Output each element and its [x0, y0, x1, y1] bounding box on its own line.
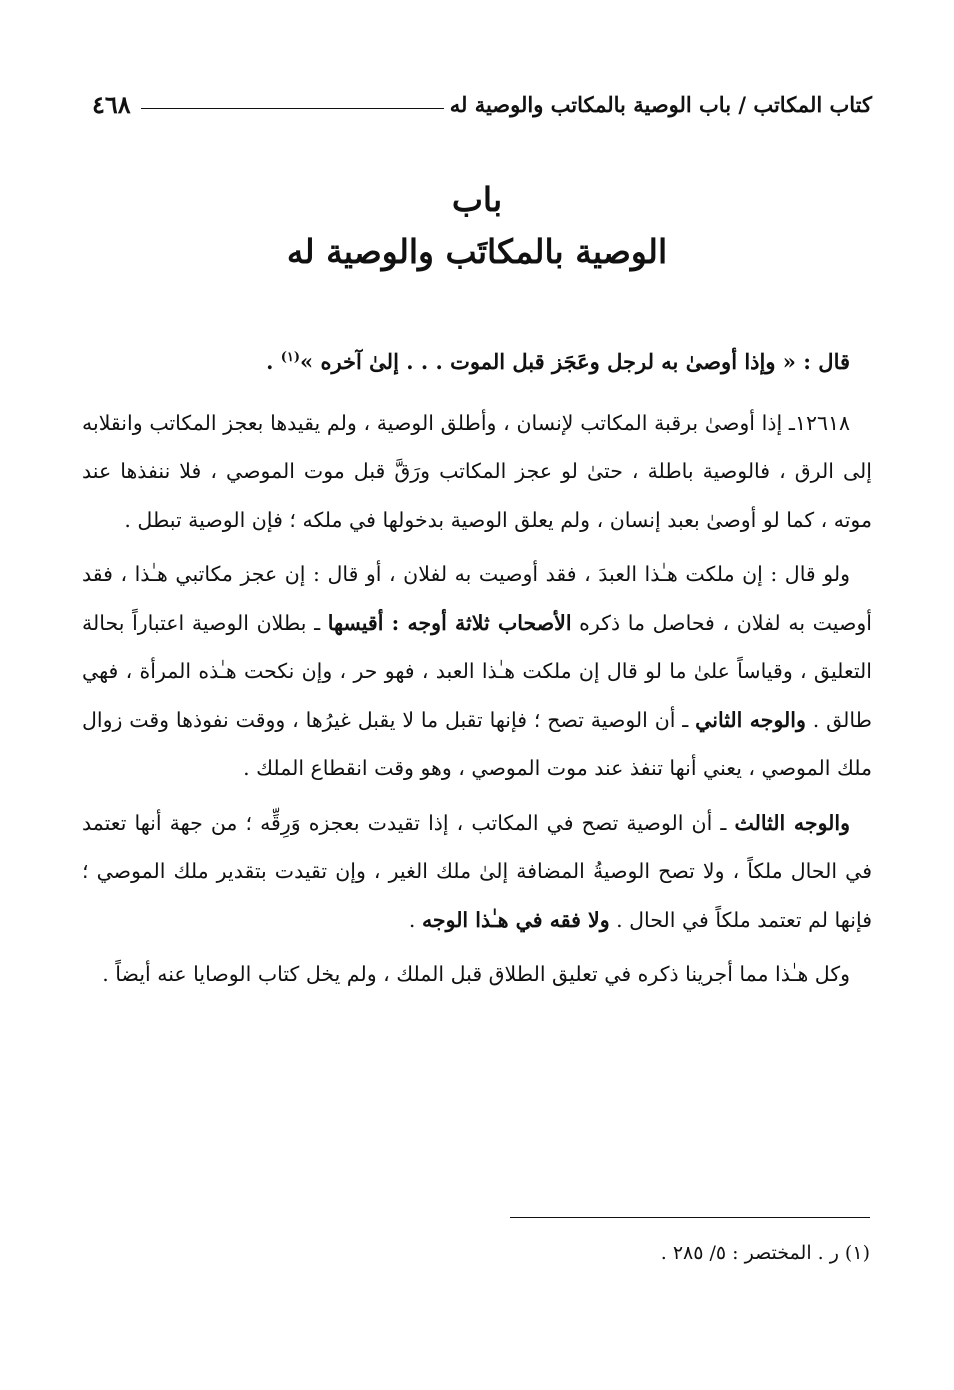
quoted-text [82, 338, 872, 387]
paragraph-2-bold-2: والوجه الثاني [695, 707, 806, 732]
footnote: (١) ر . المختصر : ٥/ ٢٨٥ . [660, 1242, 870, 1264]
paragraph-2-part-a: ولو قال : إن ملكت هـٰذا العبدَ ، فقد أوصيت به لفلان ، أو قال : إن عجز مكاتبي هـٰذا ، فقد أوصيت به لفلان ، فحاصل ما ذكره [82, 562, 872, 635]
footnote-rule [510, 1217, 870, 1218]
paragraph-3-bold-1: والوجه الثالث [734, 810, 851, 835]
paragraph-3 [82, 799, 872, 945]
body-text [82, 338, 872, 1005]
paragraph-2-bold-1: الأصحاب ثلاثة أوجه : أقيسها [327, 610, 572, 635]
paragraph-2-part-d: ـ أن الوصية تصح ؛ فإنها تقبل ما لا يقبل غيرُها ، ووقت نفوذها وقت زوال ملك الموصي ، يعني أنها تنفذ عند موت الموصي ، وهو وقت انقطاع الملك . [82, 707, 872, 780]
running-title: كتاب المكاتب / باب الوصية بالمكاتب والوصية له [449, 91, 872, 117]
paragraph-1: ١٢٦١٨ـ إذا أوصىٰ برقبة المكاتب لإنسان ، وأطلق الوصية ، ولم يقيدها بعجز المكاتب وانقلابه إلى الرق ، فالوصية باطلة ، حتىٰ لو عجز المكاتب ورَقَّ قبل موت الموصي ، فلا ننفذها عند موته ، كما لو أوصىٰ بعبد إنسان ، ولم يعلق الوصية بدخولها في ملكه ؛ فإن الوصية تبطل . [82, 410, 872, 532]
footnote-ref: (١) [280, 350, 301, 365]
chapter-heading-line2: الوصية بالمكاتَب والوصية له [286, 232, 668, 271]
paragraph-2 [82, 550, 872, 793]
page-number: ٤٦٨ [92, 89, 131, 119]
paragraph-3-part-a: ـ أن الوصية تصح في المكاتب ، إذا تقيدت بعجزه وَرِقِّه ؛ من جهة أنها تعتمد في الحال ملكاً ، ولا تصح الوصيةُ المضافة إلىٰ ملك الغير ، وإن تقيدت بتقدير ملك الموصي ؛ فإنها لم تعتمد ملكاً في الحال . [82, 810, 872, 932]
running-header [92, 84, 872, 124]
paragraph-4: وكل هـٰذا مما أجرينا ذكره في تعليق الطلاق قبل الملك ، ولم يخل كتاب الوصايا عنه أيضاً . [102, 962, 850, 986]
header-rule [141, 108, 444, 109]
paragraph-3-end: . [408, 907, 422, 932]
quote-end: . [266, 349, 281, 374]
quote-text: قال : « وإذا أوصىٰ به لرجل وعَجَز قبل الموت . . . إلىٰ آخره » [300, 349, 850, 374]
paragraph-3-bold-2: ولا فقه في هـٰذا الوجه [421, 907, 610, 932]
paragraph-2-part-c: ـ بطلان الوصية اعتباراً بحالة التعليق ، وقياساً علىٰ ما لو قال إن ملكت هـٰذا العبد ، فهو حر ، وإن نكحت هـٰذه المرأة ، فهي طالق . [82, 610, 872, 732]
chapter-heading-line1: باب [451, 180, 503, 219]
